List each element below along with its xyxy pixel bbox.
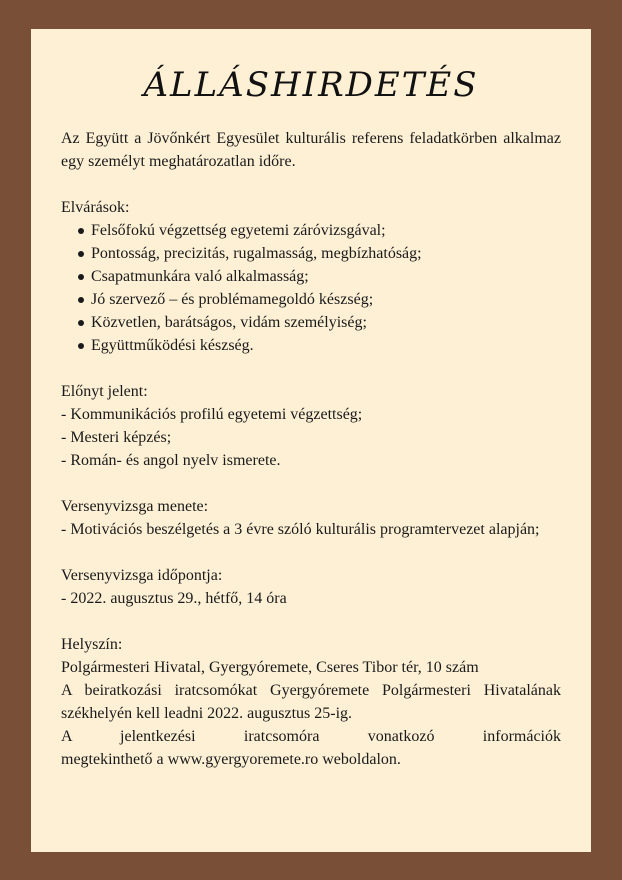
spacer — [61, 173, 561, 196]
location-address: Polgármesteri Hivatal, Gyergyóremete, Cseres Tibor tér, 10 szám — [61, 659, 479, 676]
spacer — [61, 472, 561, 495]
spacer — [61, 357, 561, 380]
advantage-item: - Román- és angol nyelv ismerete. — [61, 452, 281, 469]
exam-date-text: - 2022. augusztus 29., hétfő, 14 óra — [61, 590, 287, 607]
info-text-line2: megtekinthető a www.gyergyoremete.ro weboldalon. — [61, 751, 401, 768]
exam-process-heading: Versenyvizsga menete: — [61, 498, 209, 515]
submission-text: A beiratkozási iratcsomókat Gyergyóremete Polgármesteri Hivatalának székhelyén kell leadni 2022. augusztus 25-ig. — [61, 682, 561, 722]
advantages-heading: Előnyt jelent: — [61, 383, 148, 400]
requirements-heading: Elvárások: — [61, 199, 130, 216]
requirement-item: Pontosság, precizitás, rugalmasság, megbízhatóság; — [91, 242, 561, 265]
exam-date-heading: Versenyvizsga időpontja: — [61, 567, 223, 584]
location-heading: Helyszín: — [61, 636, 123, 653]
requirement-item: Közvetlen, barátságos, vidám személyiség; — [91, 311, 561, 334]
intro-paragraph: Az Együtt a Jövőnkért Egyesület kulturális referens feladatkörben alkalmaz egy személyt meghatározatlan időre. — [61, 130, 561, 170]
exam-process-text: - Motivációs beszélgetés a 3 évre szóló kulturális programtervezet alapján; — [61, 521, 540, 538]
info-text-line1: A jelentkezési iratcsomóra vonatkozó információk — [61, 728, 561, 745]
job-posting-sheet — [31, 29, 591, 852]
requirement-item: Jó szervező – és problémamegoldó készség; — [91, 288, 561, 311]
advantage-item: - Kommunikációs profilú egyetemi végzettség; — [61, 406, 363, 423]
advantage-item: - Mesteri képzés; — [61, 429, 172, 446]
page-title: ÁLLÁSHIRDETÉS — [143, 65, 479, 105]
spacer — [61, 610, 561, 633]
requirement-item: Együttműködési készség. — [91, 334, 561, 357]
requirement-item: Csapatmunkára való alkalmasság; — [91, 265, 561, 288]
requirement-item: Felsőfokú végzettség egyetemi záróvizsgával; — [91, 219, 561, 242]
requirements-list — [61, 219, 561, 357]
spacer — [61, 541, 561, 564]
